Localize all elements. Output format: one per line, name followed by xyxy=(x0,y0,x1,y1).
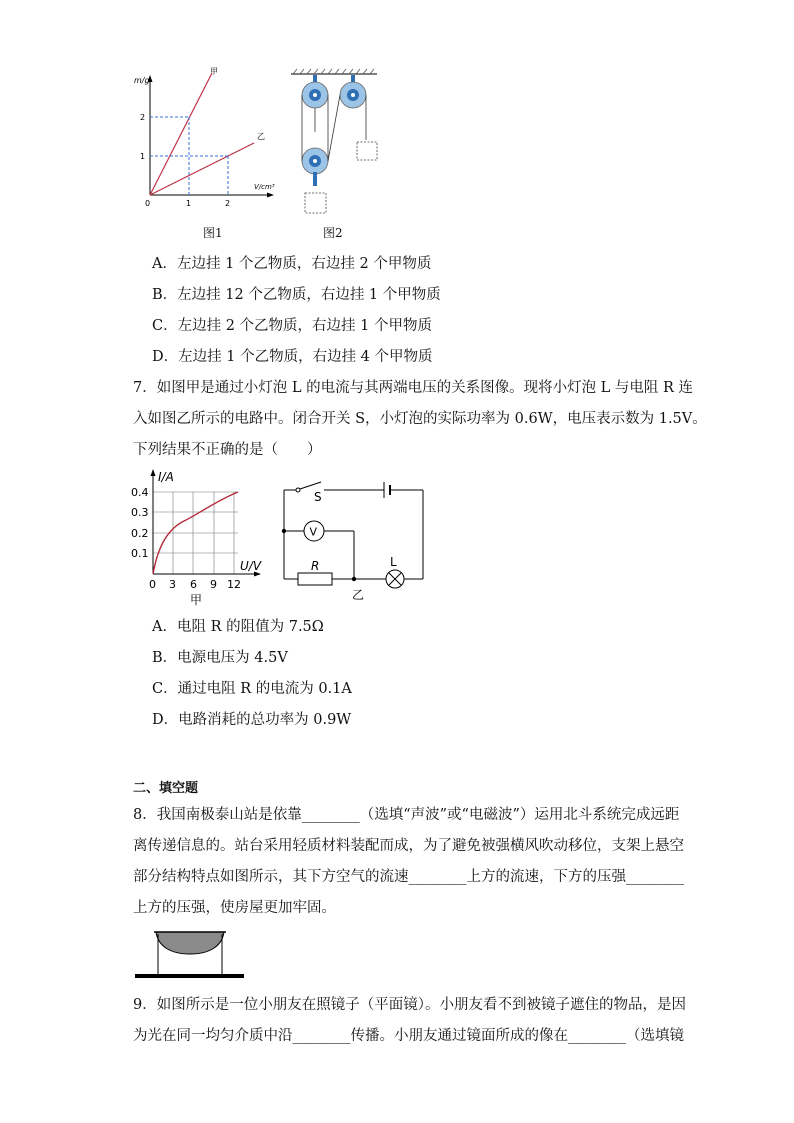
graph2-xlabel: U/V xyxy=(240,559,262,573)
q7-option-b: B．电源电压为 4.5V xyxy=(152,650,288,666)
graph2-xtick: 9 xyxy=(210,578,217,591)
q7-option-a: A．电阻 R 的阻值为 7.5Ω xyxy=(152,619,324,635)
graph2-ytick: 0.1 xyxy=(131,547,149,560)
q6-option-d: D．左边挂 1 个乙物质，右边挂 4 个甲物质 xyxy=(152,349,433,365)
graph2-ytick: 0.3 xyxy=(131,506,149,519)
q7-stem-line: 7．如图甲是通过小灯泡 L 的电流与其两端电压的关系图像。现将小灯泡 L 与电阻 R 连 xyxy=(133,380,694,396)
section-heading: 二、填空题 xyxy=(133,781,199,796)
graph1-xtick: 2 xyxy=(225,199,231,208)
fig2-caption: 图2 xyxy=(323,226,343,240)
lamp-label: L xyxy=(390,555,397,569)
graph1-xlabel: V/cm³ xyxy=(254,183,275,191)
voltmeter-label: V xyxy=(309,525,318,539)
station-structure-figure xyxy=(132,926,247,984)
graph1-xtick: 1 xyxy=(186,199,192,208)
line-b-label: 乙 xyxy=(257,132,265,141)
q6-option-a: A．左边挂 1 个乙物质，右边挂 2 个甲物质 xyxy=(152,256,432,272)
graph2-ytick: 0.4 xyxy=(131,486,149,499)
graph2-ytick: 0.2 xyxy=(131,527,149,540)
graph2-xtick: 6 xyxy=(190,578,197,591)
resistor-label: R xyxy=(311,559,320,573)
q9-line: 9．如图所示是一位小朋友在照镜子（平面镜）。小朋友看不到被镜子遮住的物品，是因 xyxy=(133,997,686,1013)
circuit-diagram xyxy=(276,474,431,604)
graph2-xtick: 3 xyxy=(169,578,176,591)
fig1-caption: 图1 xyxy=(203,226,223,240)
switch-label: S xyxy=(314,490,322,504)
q7-option-c: C．通过电阻 R 的电流为 0.1A xyxy=(152,681,352,697)
graph2-xtick: 0 xyxy=(149,578,156,591)
q8-line: 上方的压强，使房屋更加牢固。 xyxy=(133,900,336,916)
q9-line: 为光在同一均匀介质中沿________传播。小朋友通过镜面所成的像在________（选填镜 xyxy=(133,1028,684,1044)
q8-line: 离传递信息的。站台采用轻质材料装配而成，为了避免被强横风吹动移位，支架上悬空 xyxy=(133,838,684,854)
q6-option-b: B．左边挂 12 个乙物质，右边挂 1 个甲物质 xyxy=(152,287,441,303)
q8-line: 部分结构特点如图所示，其下方空气的流速________上方的流速，下方的压强________ xyxy=(133,869,684,885)
q8-line: 8．我国南极泰山站是依靠________（选填“声波”或“电磁波”）运用北斗系统完成远距 xyxy=(133,807,680,823)
iv-graph xyxy=(128,466,273,610)
line-a-label: 甲 xyxy=(210,67,218,76)
circuit-caption: 乙 xyxy=(352,588,365,602)
density-graph xyxy=(130,65,280,215)
graph2-ylabel: I/A xyxy=(158,470,174,484)
graph1-ylabel: m/g xyxy=(134,76,150,85)
graph1-ytick: 1 xyxy=(140,152,146,161)
graph2-caption: 甲 xyxy=(190,593,203,607)
q7-stem-line: 入如图乙所示的电路中。闭合开关 S，小灯泡的实际功率为 0.6W，电压表示数为 1.5V。 xyxy=(133,411,707,427)
q7-stem-line: 下列结果不正确的是（ ） xyxy=(133,442,322,458)
graph1-origin: 0 xyxy=(145,199,151,208)
q6-option-c: C．左边挂 2 个乙物质，右边挂 1 个甲物质 xyxy=(152,318,432,334)
pulley-diagram xyxy=(285,62,385,222)
graph2-xtick: 12 xyxy=(227,578,241,591)
graph1-ytick: 2 xyxy=(140,113,146,122)
q7-option-d: D．电路消耗的总功率为 0.9W xyxy=(152,712,352,728)
